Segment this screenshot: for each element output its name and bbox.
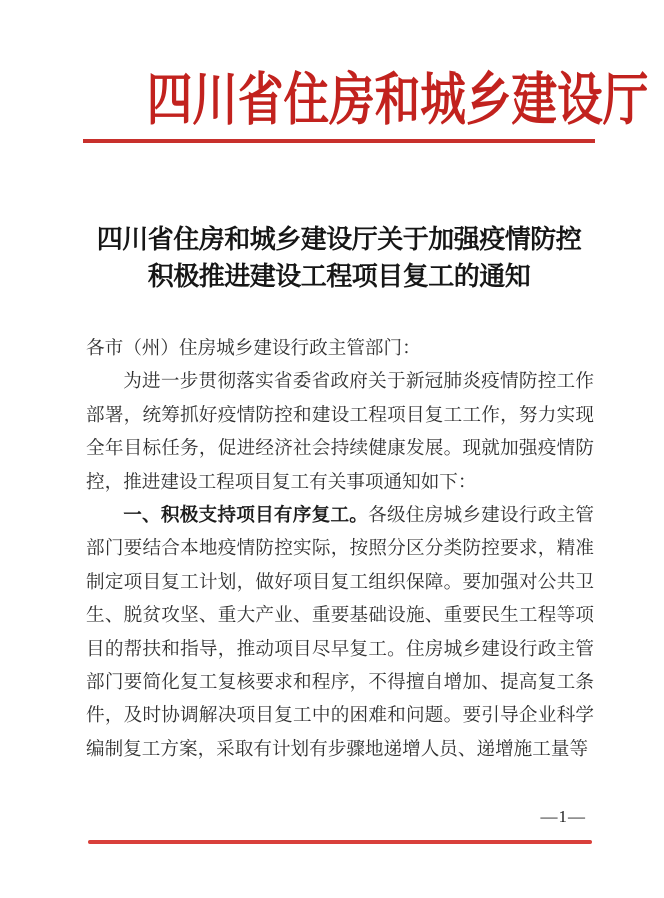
- document-title-line1: 四川省住房和城乡建设厅关于加强疫情防控: [96, 225, 582, 254]
- document-title: [84, 221, 594, 295]
- letterhead-rule: [83, 139, 595, 143]
- section1-heading: 一、积极支持项目有序复工。: [123, 505, 369, 527]
- footer-rule: [88, 840, 592, 844]
- letterhead: [84, 66, 649, 136]
- page-number: —1—: [540, 807, 586, 826]
- document-body: [86, 332, 594, 766]
- document-title-line2: 积极推进建设工程项目复工的通知: [147, 262, 531, 291]
- salutation: 各市（州）住房城乡建设行政主管部门：: [86, 338, 421, 359]
- letterhead-agency-name: 四川省住房和城乡建设厅: [146, 69, 649, 132]
- section1-paragraph: [86, 499, 594, 766]
- intro-paragraph: 为进一步贯彻落实省委省政府关于新冠肺炎疫情防控工作部署，统筹抓好疫情防控和建设工程项目复工工作，努力实现全年目标任务，促进经济社会持续健康发展。现就加强疫情防控，推进建设工程项目复工有关事项通知如下：: [86, 371, 594, 493]
- document-column: [84, 0, 649, 898]
- section1-body-text: 各级住房城乡建设行政主管部门要结合本地疫情防控实际，按照分区分类防控要求，精准制定项目复工计划，做好项目复工组织保障。要加强对公共卫生、脱贫攻坚、重大产业、重要基础设施、重要民生工程等项目的帮扶和指导，推动项目尽早复工。住房城乡建设行政主管部门要简化复工复核要求和程序，不得擅自增加、提高复工条件，及时协调解决项目复工中的困难和问题。要引导企业科学编制复工方案，采取有计划有步骤地递增人员、递增施工量等: [86, 505, 594, 760]
